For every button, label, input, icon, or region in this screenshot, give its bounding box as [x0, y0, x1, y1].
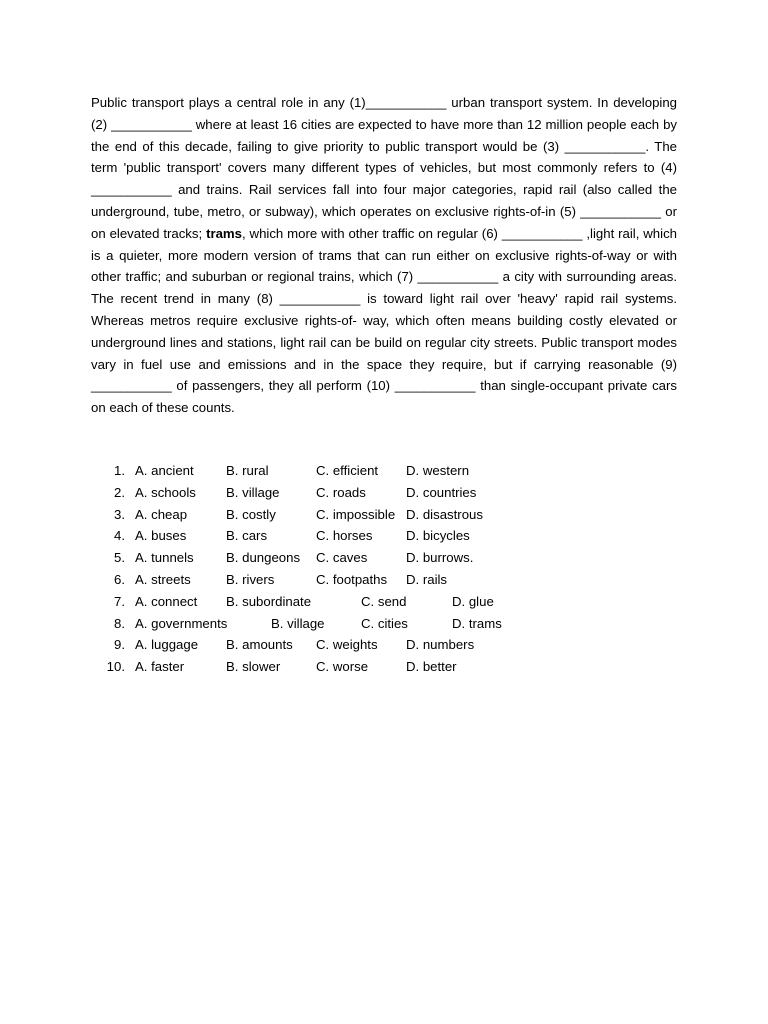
option-a: A. buses	[135, 528, 187, 544]
answer-options-list	[105, 460, 585, 678]
option-a: A. tunnels	[135, 550, 194, 566]
question-row-3	[105, 504, 585, 526]
passage-part-2: , which more with other traffic on regular (6) ___________ ,light rail, which is a quieter, more modern version of trams that can run either on exclusive rights-of-way or with other traffic; and suburban or regional trains, which (7) ___________ a city with surrounding areas. The recent trend in many (8) ___________ is toward light rail over 'heavy' rapid rail systems. Whereas metros require exclusive rights-of- way, which often means building costly elevated or underground lines and stations, light rail can be build on regular city streets. Public transport modes vary in fuel use and emissions and in the space they require, but if carrying reasonable (9) ___________ of passengers, they all perform (10) ___________ than single-occupant private cars on each of these counts.	[91, 225, 677, 416]
question-row-7	[105, 591, 585, 613]
option-d: D. western	[406, 463, 470, 478]
option-b: B. village	[226, 484, 280, 500]
question-number: 3.	[114, 506, 125, 522]
option-c: C. impossible	[316, 506, 396, 522]
option-a: A. governments	[135, 615, 228, 631]
option-d: D. burrows.	[406, 550, 474, 566]
question-number: 6.	[114, 571, 125, 587]
option-b: B. village	[271, 615, 325, 631]
option-b: B. subordinate	[226, 593, 312, 609]
option-c: C. horses	[316, 528, 373, 544]
question-row-1	[105, 460, 585, 482]
option-c: C. caves	[316, 550, 368, 566]
option-c: C. roads	[316, 484, 366, 500]
option-b: B. cars	[226, 528, 268, 544]
question-row-10	[105, 656, 585, 678]
option-d: D. countries	[406, 484, 477, 500]
passage-part-1: Public transport plays a central role in any (1)___________ urban transport system. In developing (2) ___________ where at least 16 cities are expected to have more than 12 million people each by the end of this decade, failing to give priority to public transport would be (3) ___________. The term 'public transport' covers many different types of vehicles, but most commonly refers to (4) ___________ and trains. Rail services fall into four major categories, rapid rail (also called the underground, tube, metro, or subway), which operates on exclusive rights-of-in (5) ___________ or on elevated tracks;	[91, 95, 677, 241]
option-b: B. rural	[226, 463, 269, 478]
question-number: 4.	[114, 528, 125, 544]
option-a: A. luggage	[135, 637, 199, 653]
option-c: C. cities	[361, 615, 408, 631]
option-d: D. disastrous	[406, 506, 483, 522]
option-a: A. cheap	[135, 506, 188, 522]
question-row-4	[105, 525, 585, 547]
passage-text	[91, 92, 677, 419]
option-c: C. weights	[316, 637, 378, 653]
question-number: 8.	[114, 615, 125, 631]
option-b: B. rivers	[226, 571, 275, 587]
option-d: D. better	[406, 659, 457, 675]
option-b: B. costly	[226, 506, 276, 522]
question-row-2	[105, 482, 585, 504]
option-a: A. faster	[135, 659, 185, 675]
option-d: D. trams	[452, 615, 502, 631]
option-d: D. bicycles	[406, 528, 470, 544]
option-a: A. connect	[135, 593, 198, 609]
question-number: 10.	[106, 659, 125, 675]
option-d: D. rails	[406, 571, 448, 587]
question-number: 7.	[114, 593, 125, 609]
question-row-8	[105, 613, 585, 635]
question-number: 1.	[114, 463, 125, 478]
question-number: 9.	[114, 637, 125, 653]
option-d: D. glue	[452, 593, 494, 609]
option-c: C. worse	[316, 659, 369, 675]
option-b: B. amounts	[226, 637, 293, 653]
option-c: C. efficient	[316, 463, 379, 478]
question-row-5	[105, 547, 585, 569]
option-b: B. dungeons	[226, 550, 301, 566]
question-row-9	[105, 634, 585, 656]
option-d: D. numbers	[406, 637, 475, 653]
question-number: 5.	[114, 550, 125, 566]
option-b: B. slower	[226, 659, 281, 675]
option-c: C. footpaths	[316, 571, 388, 587]
option-a: A. streets	[135, 571, 191, 587]
option-c: C. send	[361, 593, 407, 609]
option-a: A. ancient	[135, 463, 194, 478]
question-number: 2.	[114, 484, 125, 500]
question-row-6	[105, 569, 585, 591]
option-a: A. schools	[135, 484, 196, 500]
passage-bold-word: trams	[206, 225, 242, 241]
